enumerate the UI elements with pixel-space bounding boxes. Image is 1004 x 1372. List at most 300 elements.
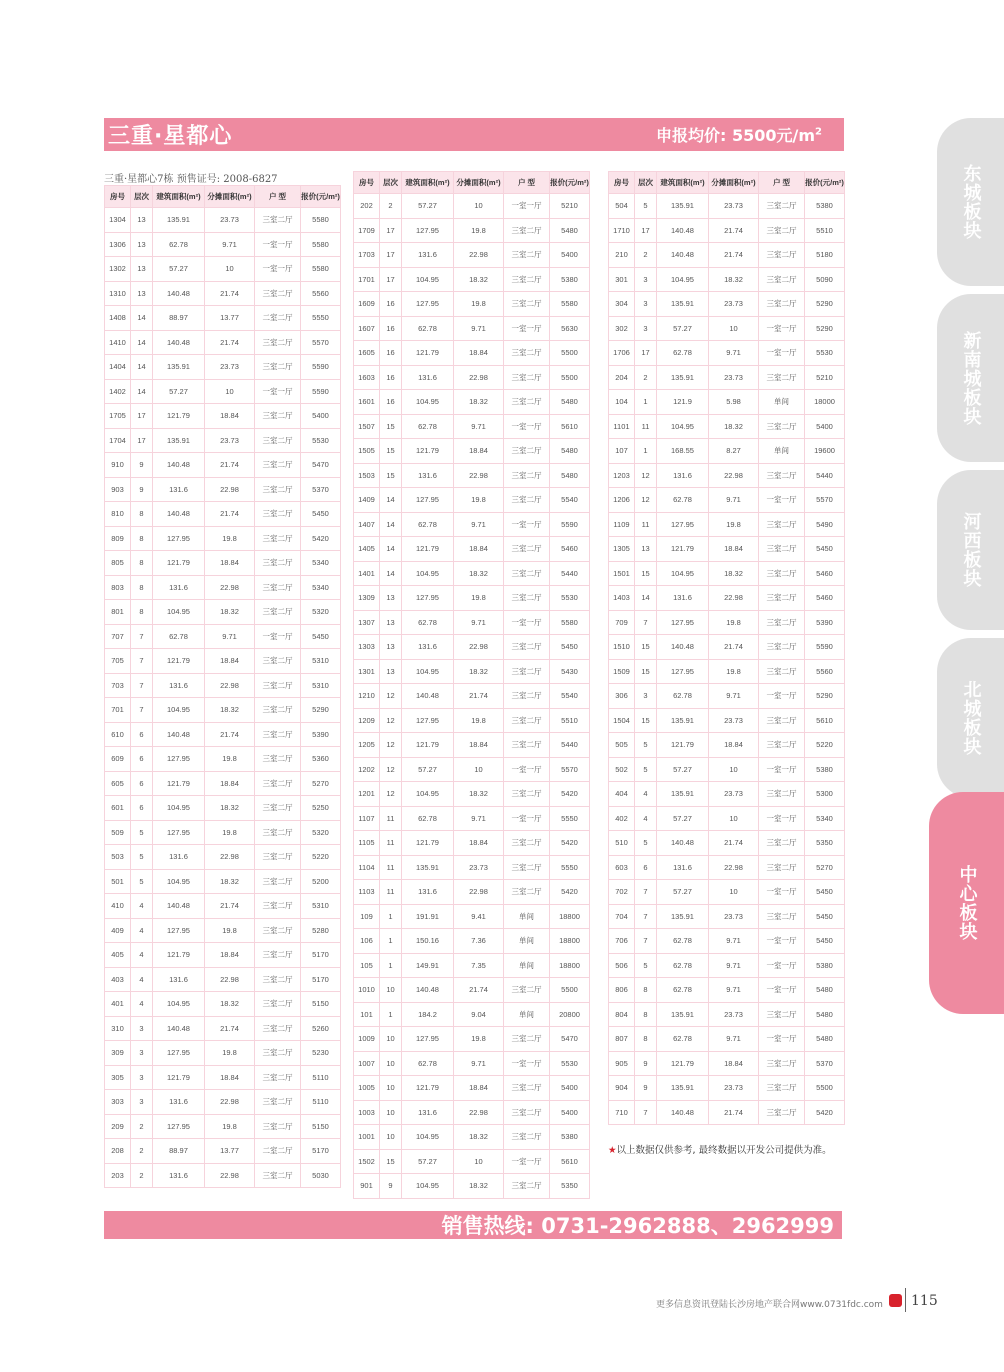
price-cell: 5150 bbox=[301, 992, 341, 1017]
building-subtitle: 三重·星都心7栋 预售证号: 2008-6827 bbox=[104, 174, 278, 185]
tab-east-city[interactable] bbox=[937, 118, 1004, 286]
room-no-cell: 1509 bbox=[609, 659, 635, 684]
shared-area-cell: 18.32 bbox=[709, 267, 759, 292]
shared-area-cell: 19.8 bbox=[205, 747, 255, 772]
price-cell: 5320 bbox=[301, 820, 341, 845]
room-no-cell: 904 bbox=[609, 1076, 635, 1101]
floor-cell: 9 bbox=[635, 1076, 657, 1101]
shared-area-cell: 22.98 bbox=[454, 463, 504, 488]
shared-area-cell: 19.8 bbox=[454, 586, 504, 611]
floor-cell: 4 bbox=[131, 967, 153, 992]
room-no-cell: 509 bbox=[105, 820, 131, 845]
table-row bbox=[354, 512, 590, 537]
room-no-cell: 209 bbox=[105, 1114, 131, 1139]
shared-area-cell: 22.98 bbox=[709, 855, 759, 880]
shared-area-cell: 13.77 bbox=[205, 1139, 255, 1164]
table-row bbox=[354, 1125, 590, 1150]
shared-area-cell: 10 bbox=[454, 757, 504, 782]
shared-area-cell: 7.36 bbox=[454, 929, 504, 954]
price-cell: 5370 bbox=[805, 1051, 845, 1076]
floor-cell: 3 bbox=[635, 316, 657, 341]
room-no-cell: 810 bbox=[105, 502, 131, 527]
layout-cell: 三室二厅 bbox=[255, 943, 301, 968]
tab-hexi[interactable] bbox=[937, 470, 1004, 630]
tab-center[interactable] bbox=[929, 792, 1004, 1014]
floor-cell: 17 bbox=[635, 341, 657, 366]
floor-cell: 16 bbox=[380, 341, 402, 366]
room-no-cell: 208 bbox=[105, 1139, 131, 1164]
price-cell: 5580 bbox=[301, 257, 341, 282]
layout-cell: 三室二厅 bbox=[255, 1163, 301, 1188]
room-no-cell: 703 bbox=[105, 673, 131, 698]
building-area-cell: 62.78 bbox=[402, 414, 454, 439]
layout-cell: 一室一厅 bbox=[504, 316, 550, 341]
layout-cell: 一室一厅 bbox=[759, 1027, 805, 1052]
building-area-cell: 184.2 bbox=[402, 1002, 454, 1027]
building-area-cell: 57.27 bbox=[153, 257, 205, 282]
table-row bbox=[354, 463, 590, 488]
floor-cell: 16 bbox=[380, 292, 402, 317]
price-cell: 5630 bbox=[550, 316, 590, 341]
room-no-cell: 1505 bbox=[354, 439, 380, 464]
tab-label: 东城板块 bbox=[960, 164, 982, 240]
price-cell: 5510 bbox=[805, 218, 845, 243]
building-area-cell: 131.6 bbox=[402, 365, 454, 390]
building-area-cell: 104.95 bbox=[657, 267, 709, 292]
room-no-cell: 1107 bbox=[354, 806, 380, 831]
room-no-cell: 402 bbox=[609, 806, 635, 831]
layout-cell: 三室二厅 bbox=[504, 267, 550, 292]
table-row bbox=[609, 904, 845, 929]
room-no-cell: 1201 bbox=[354, 782, 380, 807]
shared-area-cell: 21.74 bbox=[205, 722, 255, 747]
price-cell: 5490 bbox=[805, 512, 845, 537]
layout-cell: 一室一厅 bbox=[759, 806, 805, 831]
floor-cell: 6 bbox=[131, 771, 153, 796]
price-cell: 5480 bbox=[550, 463, 590, 488]
price-cell: 5340 bbox=[805, 806, 845, 831]
price-cell: 5450 bbox=[301, 502, 341, 527]
table-row bbox=[354, 316, 590, 341]
layout-header: 户 型 bbox=[504, 172, 550, 194]
floor-cell: 3 bbox=[131, 1090, 153, 1115]
floor-cell: 3 bbox=[635, 292, 657, 317]
building-area-cell: 135.91 bbox=[657, 365, 709, 390]
building-area-cell: 127.95 bbox=[153, 820, 205, 845]
floor-cell: 15 bbox=[635, 708, 657, 733]
price-cell: 5170 bbox=[301, 1139, 341, 1164]
floor-cell: 8 bbox=[131, 600, 153, 625]
room-no-cell: 1601 bbox=[354, 390, 380, 415]
layout-cell: 三室二厅 bbox=[759, 365, 805, 390]
shared-area-cell: 10 bbox=[709, 806, 759, 831]
building-area-cell: 140.48 bbox=[402, 684, 454, 709]
price-cell: 5290 bbox=[805, 292, 845, 317]
room-no-cell: 304 bbox=[609, 292, 635, 317]
layout-cell: 三室二厅 bbox=[759, 831, 805, 856]
floor-cell: 1 bbox=[635, 390, 657, 415]
layout-cell: 三室二厅 bbox=[504, 243, 550, 268]
layout-cell: 三室二厅 bbox=[759, 782, 805, 807]
room-no-cell: 501 bbox=[105, 869, 131, 894]
table-row bbox=[609, 365, 845, 390]
building-area-cell: 150.16 bbox=[402, 929, 454, 954]
room-no-cell: 309 bbox=[105, 1041, 131, 1066]
table-row bbox=[105, 992, 341, 1017]
room-no-cell: 605 bbox=[105, 771, 131, 796]
building-area-cell: 127.95 bbox=[402, 586, 454, 611]
price-cell: 5560 bbox=[805, 659, 845, 684]
floor-header: 层次 bbox=[635, 172, 657, 194]
shared-area-cell: 22.98 bbox=[454, 635, 504, 660]
shared-area-cell: 18.32 bbox=[454, 1174, 504, 1199]
shared-area-cell: 9.71 bbox=[454, 610, 504, 635]
shared-area-cell: 19.8 bbox=[205, 918, 255, 943]
floor-cell: 1 bbox=[380, 1002, 402, 1027]
shared-area-cell: 23.73 bbox=[205, 355, 255, 380]
layout-cell: 三室二厅 bbox=[504, 733, 550, 758]
building-area-cell: 135.91 bbox=[402, 855, 454, 880]
building-area-cell: 131.6 bbox=[657, 586, 709, 611]
floor-cell: 15 bbox=[635, 659, 657, 684]
room-no-cell: 1001 bbox=[354, 1125, 380, 1150]
table-row bbox=[609, 586, 845, 611]
floor-cell: 7 bbox=[131, 698, 153, 723]
price-cell: 5500 bbox=[805, 1076, 845, 1101]
room-no-cell: 603 bbox=[609, 855, 635, 880]
tab-north-city[interactable] bbox=[937, 638, 1004, 798]
room-no-cell: 1103 bbox=[354, 880, 380, 905]
layout-cell: 三室二厅 bbox=[504, 341, 550, 366]
building-area-cell: 57.27 bbox=[402, 1149, 454, 1174]
table-row bbox=[609, 733, 845, 758]
table-row bbox=[609, 659, 845, 684]
shared-area-cell: 23.73 bbox=[709, 1076, 759, 1101]
floor-cell: 4 bbox=[635, 782, 657, 807]
table-row bbox=[105, 600, 341, 625]
building-area-cell: 140.48 bbox=[657, 243, 709, 268]
floor-cell: 8 bbox=[635, 978, 657, 1003]
floor-cell: 7 bbox=[131, 624, 153, 649]
shared-area-cell: 18.84 bbox=[454, 439, 504, 464]
layout-cell: 一室一厅 bbox=[759, 684, 805, 709]
room-no-cell: 510 bbox=[609, 831, 635, 856]
floor-cell: 13 bbox=[380, 659, 402, 684]
table-row bbox=[609, 1027, 845, 1052]
floor-cell: 4 bbox=[131, 894, 153, 919]
floor-cell: 7 bbox=[635, 880, 657, 905]
floor-cell: 12 bbox=[635, 488, 657, 513]
layout-cell: 三室二厅 bbox=[255, 967, 301, 992]
layout-cell: 三室二厅 bbox=[255, 575, 301, 600]
price-cell: 5480 bbox=[550, 439, 590, 464]
room-no-cell: 803 bbox=[105, 575, 131, 600]
floor-cell: 9 bbox=[635, 1051, 657, 1076]
floor-cell: 7 bbox=[131, 673, 153, 698]
floor-cell: 12 bbox=[380, 757, 402, 782]
floor-cell: 5 bbox=[635, 831, 657, 856]
shared-area-cell: 18.32 bbox=[709, 414, 759, 439]
table-row bbox=[354, 929, 590, 954]
layout-cell: 三室二厅 bbox=[759, 1100, 805, 1125]
price-cell: 5400 bbox=[550, 1076, 590, 1101]
shared-area-cell: 19.8 bbox=[454, 292, 504, 317]
building-area-cell: 57.27 bbox=[657, 806, 709, 831]
building-area-cell: 131.6 bbox=[153, 967, 205, 992]
layout-cell: 一室一厅 bbox=[504, 806, 550, 831]
room-no-cell: 403 bbox=[105, 967, 131, 992]
price-cell: 5450 bbox=[550, 635, 590, 660]
building-area-cell: 121.79 bbox=[402, 537, 454, 562]
table-row bbox=[354, 904, 590, 929]
room-no-cell: 1010 bbox=[354, 978, 380, 1003]
table-row bbox=[354, 267, 590, 292]
table-row bbox=[105, 845, 341, 870]
floor-cell: 11 bbox=[380, 831, 402, 856]
table-row bbox=[609, 439, 845, 464]
floor-cell: 16 bbox=[380, 390, 402, 415]
layout-cell: 单间 bbox=[504, 904, 550, 929]
shared-area-cell: 9.71 bbox=[454, 512, 504, 537]
layout-cell: 三室二厅 bbox=[759, 414, 805, 439]
floor-cell: 4 bbox=[131, 992, 153, 1017]
shared-area-cell: 10 bbox=[709, 880, 759, 905]
price-cell: 5460 bbox=[805, 561, 845, 586]
floor-cell: 14 bbox=[380, 537, 402, 562]
layout-cell: 三室二厅 bbox=[504, 831, 550, 856]
building-area-cell: 127.95 bbox=[153, 526, 205, 551]
shared-area-cell: 19.8 bbox=[454, 488, 504, 513]
price-cell: 5400 bbox=[301, 404, 341, 429]
room-no-cell: 1005 bbox=[354, 1076, 380, 1101]
room-no-cell: 1104 bbox=[354, 855, 380, 880]
layout-cell: 三室二厅 bbox=[255, 1114, 301, 1139]
layout-cell: 三室二厅 bbox=[255, 330, 301, 355]
room-no-cell: 506 bbox=[609, 953, 635, 978]
layout-cell: 三室二厅 bbox=[504, 537, 550, 562]
room-no-cell: 1405 bbox=[354, 537, 380, 562]
building-area-cell: 127.95 bbox=[153, 1114, 205, 1139]
floor-header: 层次 bbox=[380, 172, 402, 194]
building-area-cell: 121.79 bbox=[153, 1065, 205, 1090]
layout-cell: 三室二厅 bbox=[255, 1065, 301, 1090]
shared-area-cell: 18.32 bbox=[454, 267, 504, 292]
price-cell: 5500 bbox=[550, 365, 590, 390]
shared-area-cell: 9.71 bbox=[709, 488, 759, 513]
price-table-1 bbox=[104, 185, 341, 1188]
layout-cell: 三室二厅 bbox=[504, 218, 550, 243]
table-row bbox=[105, 1016, 341, 1041]
room-no-cell: 109 bbox=[354, 904, 380, 929]
table-row bbox=[354, 978, 590, 1003]
building-area-cell: 62.78 bbox=[402, 1051, 454, 1076]
table-row bbox=[609, 978, 845, 1003]
floor-cell: 10 bbox=[380, 978, 402, 1003]
price-cell: 5380 bbox=[550, 267, 590, 292]
table-row bbox=[105, 330, 341, 355]
building-area-cell: 104.95 bbox=[153, 698, 205, 723]
shared-area-cell: 18.84 bbox=[709, 733, 759, 758]
table-row bbox=[354, 1100, 590, 1125]
building-area-cell: 127.95 bbox=[657, 659, 709, 684]
floor-cell: 5 bbox=[131, 845, 153, 870]
layout-cell: 三室二厅 bbox=[759, 292, 805, 317]
room-no-cell: 1401 bbox=[354, 561, 380, 586]
room-no-cell: 801 bbox=[105, 600, 131, 625]
table-row bbox=[105, 477, 341, 502]
building-area-cell: 121.79 bbox=[153, 404, 205, 429]
building-area-cell: 62.78 bbox=[402, 316, 454, 341]
room-no-cell: 1605 bbox=[354, 341, 380, 366]
floor-cell: 14 bbox=[131, 379, 153, 404]
building-area-cell: 57.27 bbox=[153, 379, 205, 404]
layout-cell: 三室二厅 bbox=[255, 698, 301, 723]
shared-area-cell: 19.8 bbox=[454, 1027, 504, 1052]
layout-cell: 三室二厅 bbox=[504, 390, 550, 415]
layout-cell: 单间 bbox=[759, 439, 805, 464]
room-no-cell: 901 bbox=[354, 1174, 380, 1199]
room-no-cell: 1709 bbox=[354, 218, 380, 243]
floor-cell: 5 bbox=[131, 869, 153, 894]
table-row bbox=[609, 880, 845, 905]
room-no-cell: 804 bbox=[609, 1002, 635, 1027]
building-area-cell: 104.95 bbox=[402, 561, 454, 586]
floor-cell: 15 bbox=[380, 463, 402, 488]
room-no-cell: 410 bbox=[105, 894, 131, 919]
building-area-cell: 131.6 bbox=[402, 243, 454, 268]
shared-area-header: 分摊面积(m²) bbox=[205, 186, 255, 208]
floor-cell: 16 bbox=[380, 316, 402, 341]
table-row bbox=[354, 1002, 590, 1027]
floor-cell: 10 bbox=[380, 1125, 402, 1150]
price-cell: 5570 bbox=[805, 488, 845, 513]
table-row bbox=[354, 610, 590, 635]
floor-cell: 14 bbox=[131, 355, 153, 380]
room-no-cell: 505 bbox=[609, 733, 635, 758]
building-area-cell: 121.79 bbox=[402, 341, 454, 366]
layout-cell: 二室二厅 bbox=[255, 306, 301, 331]
layout-cell: 三室二厅 bbox=[255, 355, 301, 380]
table-row bbox=[105, 306, 341, 331]
floor-cell: 11 bbox=[635, 512, 657, 537]
disclaimer-note bbox=[608, 1142, 832, 1156]
shared-area-cell: 21.74 bbox=[709, 635, 759, 660]
building-area-cell: 62.78 bbox=[153, 232, 205, 257]
table-row bbox=[105, 967, 341, 992]
table-row bbox=[354, 855, 590, 880]
layout-cell: 三室二厅 bbox=[255, 820, 301, 845]
floor-cell: 13 bbox=[380, 635, 402, 660]
room-no-cell: 1408 bbox=[105, 306, 131, 331]
shared-area-cell: 22.98 bbox=[205, 967, 255, 992]
layout-cell: 三室二厅 bbox=[255, 869, 301, 894]
floor-cell: 14 bbox=[131, 330, 153, 355]
table-row bbox=[609, 929, 845, 954]
footer-divider bbox=[905, 1288, 906, 1312]
price-cell: 5470 bbox=[550, 1027, 590, 1052]
floor-cell: 6 bbox=[131, 796, 153, 821]
price-cell: 5380 bbox=[550, 1125, 590, 1150]
table-row bbox=[354, 365, 590, 390]
building-area-cell: 149.91 bbox=[402, 953, 454, 978]
shared-area-cell: 23.73 bbox=[709, 1002, 759, 1027]
table-row bbox=[609, 561, 845, 586]
layout-cell: 三室二厅 bbox=[255, 771, 301, 796]
price-cell: 5250 bbox=[301, 796, 341, 821]
table-row bbox=[609, 806, 845, 831]
layout-cell: 三室二厅 bbox=[504, 1027, 550, 1052]
building-area-cell: 127.95 bbox=[402, 218, 454, 243]
avg-price-label: 申报均价: 5500元/m bbox=[656, 126, 816, 145]
table-row bbox=[354, 659, 590, 684]
sales-hotline-bar bbox=[104, 1211, 842, 1239]
room-no-cell: 609 bbox=[105, 747, 131, 772]
floor-cell: 2 bbox=[131, 1163, 153, 1188]
building-area-header: 建筑面积(m²) bbox=[657, 172, 709, 194]
layout-cell: 三室二厅 bbox=[759, 610, 805, 635]
shared-area-cell: 22.98 bbox=[205, 477, 255, 502]
price-cell: 5360 bbox=[301, 747, 341, 772]
layout-cell: 三室二厅 bbox=[759, 635, 805, 660]
tab-new-south-city[interactable] bbox=[937, 294, 1004, 462]
shared-area-cell: 19.8 bbox=[709, 610, 759, 635]
table-row bbox=[609, 610, 845, 635]
table-row bbox=[105, 649, 341, 674]
tab-label: 北城板块 bbox=[960, 680, 982, 756]
price-cell: 5030 bbox=[301, 1163, 341, 1188]
shared-area-cell: 23.73 bbox=[709, 708, 759, 733]
shared-area-cell: 18.84 bbox=[205, 1065, 255, 1090]
price-cell: 5170 bbox=[301, 943, 341, 968]
building-area-cell: 62.78 bbox=[153, 624, 205, 649]
floor-cell: 2 bbox=[635, 243, 657, 268]
table-row bbox=[354, 733, 590, 758]
building-area-cell: 104.95 bbox=[153, 796, 205, 821]
price-cell: 5300 bbox=[805, 782, 845, 807]
shared-area-cell: 22.98 bbox=[454, 243, 504, 268]
table-row bbox=[609, 684, 845, 709]
shared-area-cell: 19.8 bbox=[709, 512, 759, 537]
room-no-cell: 1609 bbox=[354, 292, 380, 317]
layout-cell: 三室二厅 bbox=[759, 659, 805, 684]
price-cell: 5340 bbox=[301, 575, 341, 600]
layout-cell: 三室二厅 bbox=[255, 1090, 301, 1115]
building-area-cell: 57.27 bbox=[402, 757, 454, 782]
floor-cell: 15 bbox=[635, 561, 657, 586]
price-cell: 5090 bbox=[805, 267, 845, 292]
layout-cell: 三室二厅 bbox=[255, 894, 301, 919]
layout-cell: 三室二厅 bbox=[504, 635, 550, 660]
building-area-cell: 131.6 bbox=[153, 575, 205, 600]
floor-cell: 12 bbox=[380, 708, 402, 733]
room-no-cell: 1302 bbox=[105, 257, 131, 282]
floor-cell: 3 bbox=[131, 1065, 153, 1090]
building-area-cell: 104.95 bbox=[657, 414, 709, 439]
building-area-cell: 121.79 bbox=[657, 537, 709, 562]
sales-hotline: 销售热线: 0731-2962888、2962999 bbox=[441, 1214, 834, 1238]
layout-cell: 三室二厅 bbox=[759, 463, 805, 488]
floor-cell: 4 bbox=[131, 943, 153, 968]
room-no-cell: 910 bbox=[105, 453, 131, 478]
shared-area-cell: 23.73 bbox=[709, 194, 759, 219]
price-cell: 5400 bbox=[550, 243, 590, 268]
shared-area-cell: 21.74 bbox=[709, 1100, 759, 1125]
shared-area-cell: 18.84 bbox=[205, 404, 255, 429]
floor-cell: 1 bbox=[380, 904, 402, 929]
room-no-cell: 105 bbox=[354, 953, 380, 978]
shared-area-cell: 21.74 bbox=[205, 894, 255, 919]
room-no-cell: 204 bbox=[609, 365, 635, 390]
